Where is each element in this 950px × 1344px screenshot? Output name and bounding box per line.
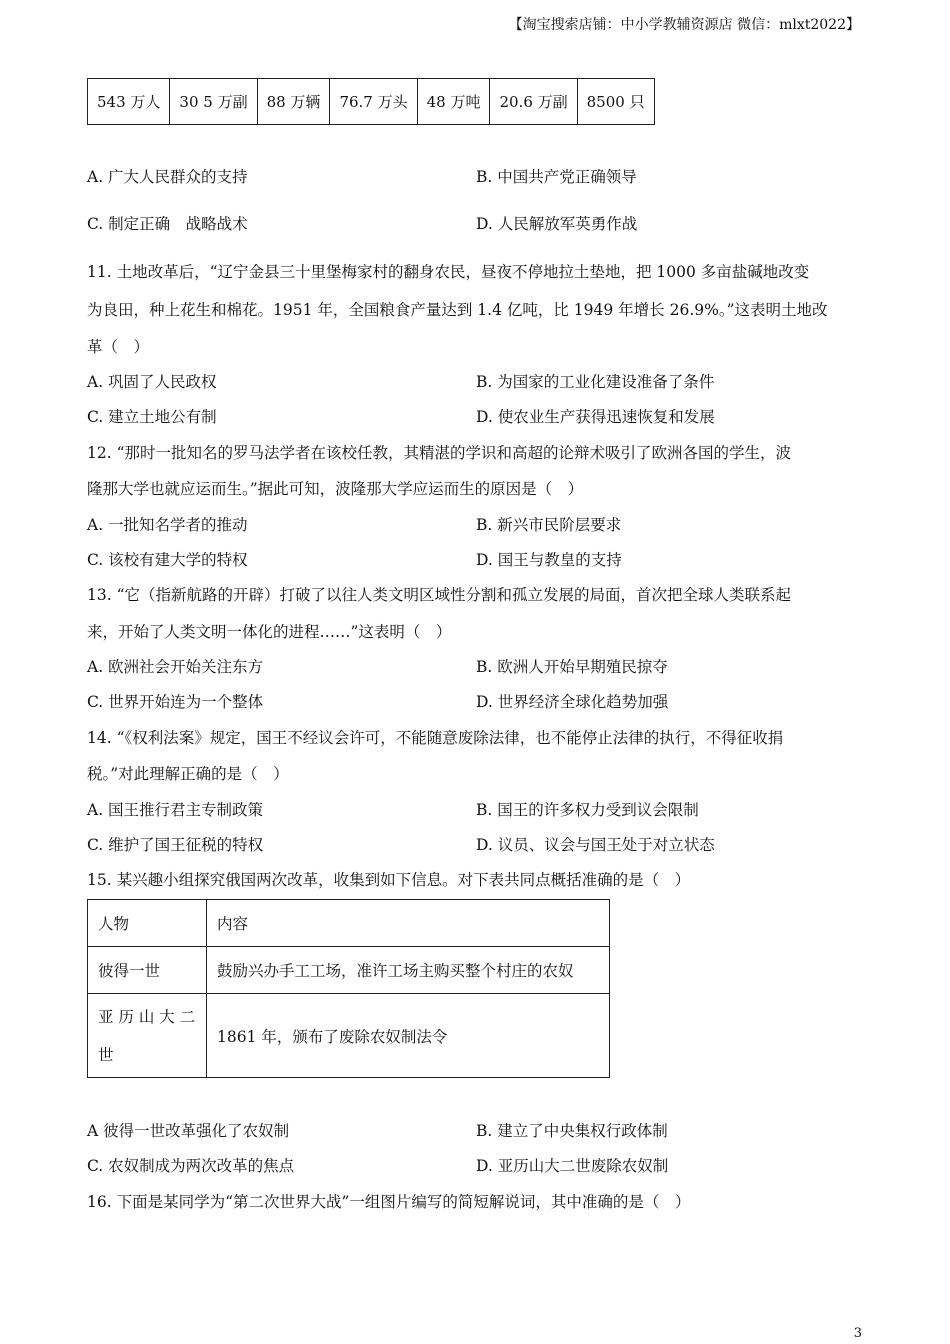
page-number: 3 [853,1326,862,1341]
q14-option-c: C. 维护了国王征税的特权 [87,836,264,854]
table-cell: 48 万吨 [417,79,490,125]
q14-stem-line1: 14. “《权利法案》规定，国王不经议会许可，不能随意废除法律，也不能停止法律的执行，不得征收捐 [87,729,784,747]
table-cell: 30 5 万副 [170,79,257,125]
table-cell: 1861 年，颁布了废除农奴制法令 [207,994,610,1078]
q13-option-b: B. 欧洲人开始早期殖民掠夺 [476,658,668,676]
table-cell: 76.7 万头 [330,79,417,125]
q10-option-d: D. 人民解放军英勇作战 [476,215,638,233]
q15-stem-line1: 15. 某兴趣小组探究俄国两次改革，收集到如下信息。对下表共同点概括准确的是（ ） [87,871,691,889]
q10-option-c: C. 制定正确 战略战术 [87,215,248,233]
q12-option-d: D. 国王与教皇的支持 [476,551,622,569]
q14-stem-line2: 税。”对此理解正确的是（ ） [87,765,289,783]
q15-option-b: B. 建立了中央集权行政体制 [476,1122,668,1140]
q15-option-c: C. 农奴制成为两次改革的焦点 [87,1157,295,1175]
q11-option-a: A. 巩固了人民政权 [87,373,217,391]
table-cell: 亚 历 山 大 二 世 [88,994,207,1078]
q12-stem-line1: 12. “那时一批知名的罗马法学者在该校任教，其精湛的学识和高超的论辩术吸引了欧洲各国的学生，波 [87,444,792,462]
q11-option-c: C. 建立土地公有制 [87,408,217,426]
q12-option-b: B. 新兴市民阶层要求 [476,516,622,534]
table-header-cell: 内容 [207,900,610,947]
q16-stem-line1: 16. 下面是某同学为“第二次世界大战”一组图片编写的简短解说词，其中准确的是（ ） [87,1193,691,1211]
table-row [88,947,610,994]
q14-option-b: B. 国王的许多权力受到议会限制 [476,801,699,819]
q11-option-b: B. 为国家的工业化建设准备了条件 [476,373,715,391]
q12-stem-line2: 隆那大学也就应运而生。”据此可知，波隆那大学应运而生的原因是（ ） [87,480,584,498]
table-cell: 543 万人 [88,79,170,125]
q14-option-a: A. 国王推行君主专制政策 [87,801,264,819]
q11-stem-line1: 11. 土地改革后，“辽宁金县三十里堡梅家村的翻身农民，昼夜不停地拉土垫地，把 1000 多亩盐碱地改变 [87,263,810,281]
q13-option-c: C. 世界开始连为一个整体 [87,693,264,711]
table-cell: 8500 只 [577,79,654,125]
table-cell: 88 万辆 [257,79,330,125]
q14-option-d: D. 议员、议会与国王处于对立状态 [476,836,715,854]
q13-stem-line2: 来，开始了人类文明一体化的进程……”这表明（ ） [87,623,452,641]
table-header-cell: 人物 [88,900,207,947]
table-row [88,79,655,125]
q10-option-b: B. 中国共产党正确领导 [476,168,637,186]
q12-option-a: A. 一批知名学者的推动 [87,516,248,534]
q10-option-a: A. 广大人民群众的支持 [87,168,248,186]
q11-option-d: D. 使农业生产获得迅速恢复和发展 [476,408,715,426]
reform-table [87,899,610,1078]
q13-option-d: D. 世界经济全球化趋势加强 [476,693,669,711]
q15-option-d: D. 亚历山大二世废除农奴制 [476,1157,669,1175]
q11-stem-line2: 为良田，种上花生和棉花。1951 年，全国粮食产量达到 1.4 亿吨，比 1949 年增长 26.9%。”这表明土地改 [87,301,828,319]
q15-option-a: A 彼得一世改革强化了农奴制 [87,1122,290,1140]
page-header: 【淘宝搜索店铺：中小学教辅资源店 微信：mlxt2022】 [508,17,860,33]
statistics-table [87,78,655,125]
q12-option-c: C. 该校有建大学的特权 [87,551,248,569]
table-cell: 鼓励兴办手工工场，准许工场主购买整个村庄的农奴 [207,947,610,994]
table-cell: 20.6 万副 [490,79,577,125]
table-cell: 彼得一世 [88,947,207,994]
q11-stem-line3: 革（ ） [87,338,150,356]
q13-option-a: A. 欧洲社会开始关注东方 [87,658,264,676]
table-row [88,900,610,947]
q13-stem-line1: 13. “它（指新航路的开辟）打破了以往人类文明区域性分割和孤立发展的局面，首次把全球人类联系起 [87,586,792,604]
table-row [88,994,610,1078]
